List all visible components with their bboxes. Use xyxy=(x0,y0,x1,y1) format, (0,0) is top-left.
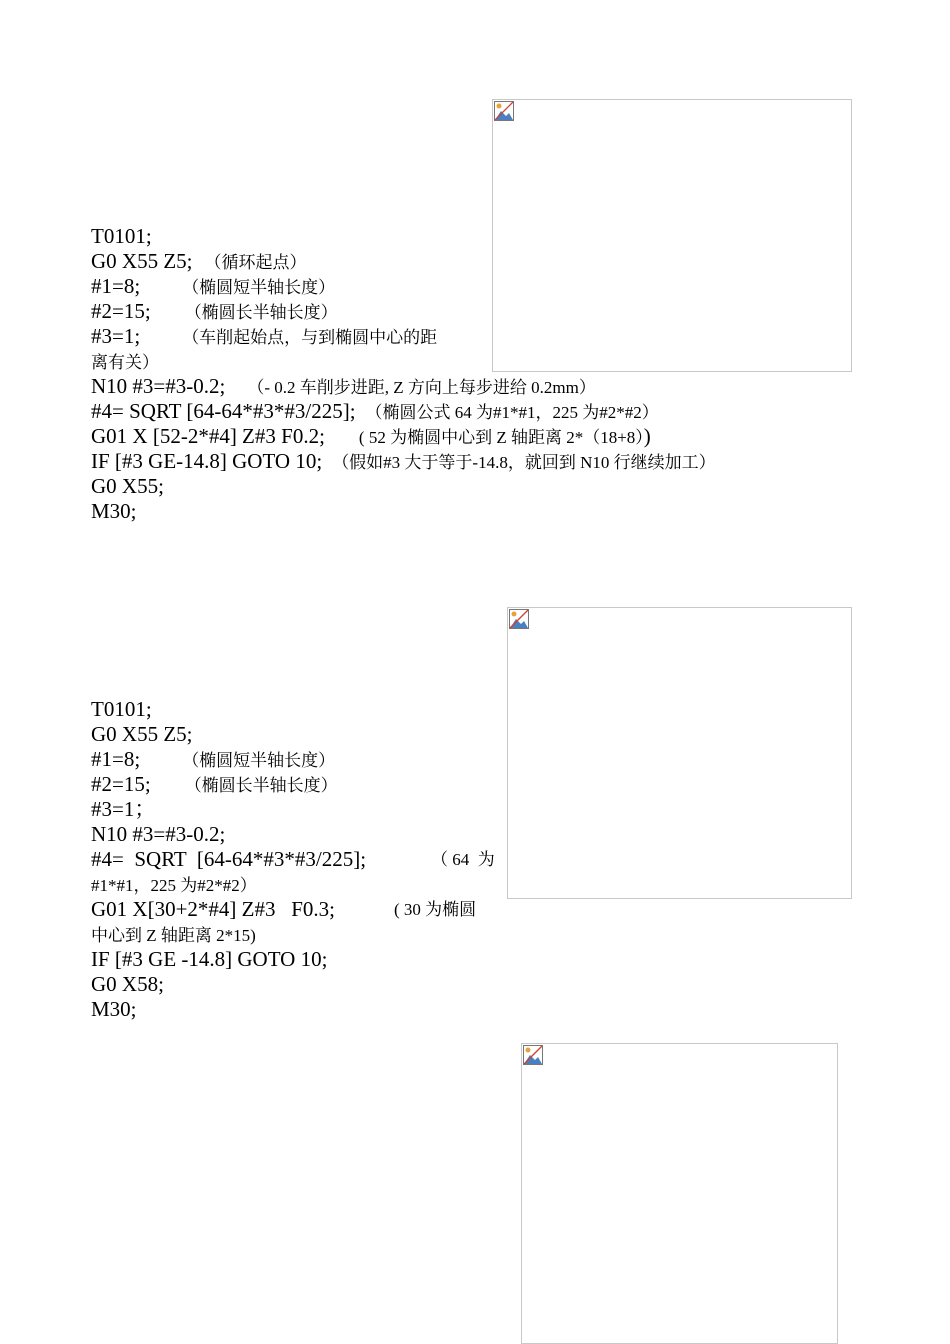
code-line xyxy=(91,299,338,325)
broken-image-icon xyxy=(522,1044,544,1066)
code-line xyxy=(91,449,716,475)
code-text: #3=1； xyxy=(91,797,156,821)
code-text: #1=8; xyxy=(91,747,141,771)
code-line xyxy=(91,224,152,249)
code-line xyxy=(91,797,155,822)
code-comment: ( 52 为椭圆中心到 Z 轴距离 2*（18+8） xyxy=(358,428,644,447)
code-text: #2=15; xyxy=(91,772,151,796)
code-text: G0 X55; xyxy=(91,474,164,498)
code-line xyxy=(91,374,596,400)
code-line xyxy=(91,324,437,350)
code-line xyxy=(91,424,651,450)
code-line xyxy=(91,499,137,524)
image-placeholder-3 xyxy=(521,1043,838,1344)
code-line xyxy=(91,747,335,773)
code-comment: （车削起始点，与到椭圆中心的距 xyxy=(182,328,438,347)
code-line xyxy=(91,972,164,997)
code-text: #4= SQRT [64-64*#3*#3/225]; xyxy=(91,399,356,423)
code-line xyxy=(91,399,659,425)
code-text: M30; xyxy=(91,499,137,523)
code-text: #3=1; xyxy=(91,324,141,348)
code-line-wrap xyxy=(91,872,257,898)
code-comment: （椭圆长半轴长度） xyxy=(184,776,338,795)
code-text: G01 X[30+2*#4] Z#3 F0.3; xyxy=(91,897,336,921)
code-text: G0 X58; xyxy=(91,972,164,996)
code-line xyxy=(91,722,193,747)
broken-image-icon xyxy=(493,100,515,122)
code-comment: #1*#1，225 为#2*#2） xyxy=(91,876,257,895)
code-line xyxy=(91,697,152,722)
code-comment: （椭圆长半轴长度） xyxy=(184,303,338,322)
code-comment: （假如#3 大于等于-14.8，就回到 N10 行继续加工） xyxy=(332,453,716,472)
code-text-tail: ) xyxy=(643,424,651,448)
code-line xyxy=(91,847,495,872)
code-comment: 中心到 Z 轴距离 2*15) xyxy=(91,926,256,945)
code-line-wrap xyxy=(91,922,256,948)
code-line xyxy=(91,772,338,798)
code-text: #4= SQRT [64-64*#3*#3/225]; xyxy=(91,847,367,871)
code-comment: （椭圆短半轴长度） xyxy=(182,278,336,297)
code-comment: （ 64 为 xyxy=(431,850,495,869)
code-comment: （- 0.2 车削步进距, Z 方向上每步进给 0.2mm） xyxy=(247,378,596,397)
code-text: IF [#3 GE-14.8] GOTO 10; xyxy=(91,449,323,473)
code-line xyxy=(91,274,335,300)
code-text: G01 X [52-2*#4] Z#3 F0.2; xyxy=(91,424,325,448)
code-comment: （椭圆短半轴长度） xyxy=(182,751,336,770)
code-line xyxy=(91,249,307,275)
code-line xyxy=(91,997,137,1022)
code-text: G0 X55 Z5; xyxy=(91,249,193,273)
code-text: G0 X55 Z5; xyxy=(91,722,193,746)
code-text: IF [#3 GE -14.8] GOTO 10; xyxy=(91,947,328,971)
code-text: #1=8; xyxy=(91,274,141,298)
code-line xyxy=(91,897,477,922)
code-comment: （椭圆公式 64 为#1*#1，225 为#2*#2） xyxy=(365,403,659,422)
code-line xyxy=(91,822,225,847)
code-comment: （循环起点） xyxy=(204,253,307,272)
code-text: T0101; xyxy=(91,697,152,721)
image-placeholder-1 xyxy=(492,99,852,372)
code-text: N10 #3=#3-0.2; xyxy=(91,822,226,846)
broken-image-icon xyxy=(508,608,530,630)
code-text: M30; xyxy=(91,997,137,1021)
code-line xyxy=(91,947,327,972)
code-text: #2=15; xyxy=(91,299,151,323)
code-comment: 离有关） xyxy=(91,353,159,372)
code-line xyxy=(91,474,164,499)
code-line-wrap xyxy=(91,349,159,375)
code-comment: ( 30 为椭圆 xyxy=(394,900,477,919)
code-text: T0101; xyxy=(91,224,152,248)
code-text: N10 #3=#3-0.2; xyxy=(91,374,226,398)
image-placeholder-2 xyxy=(507,607,852,899)
